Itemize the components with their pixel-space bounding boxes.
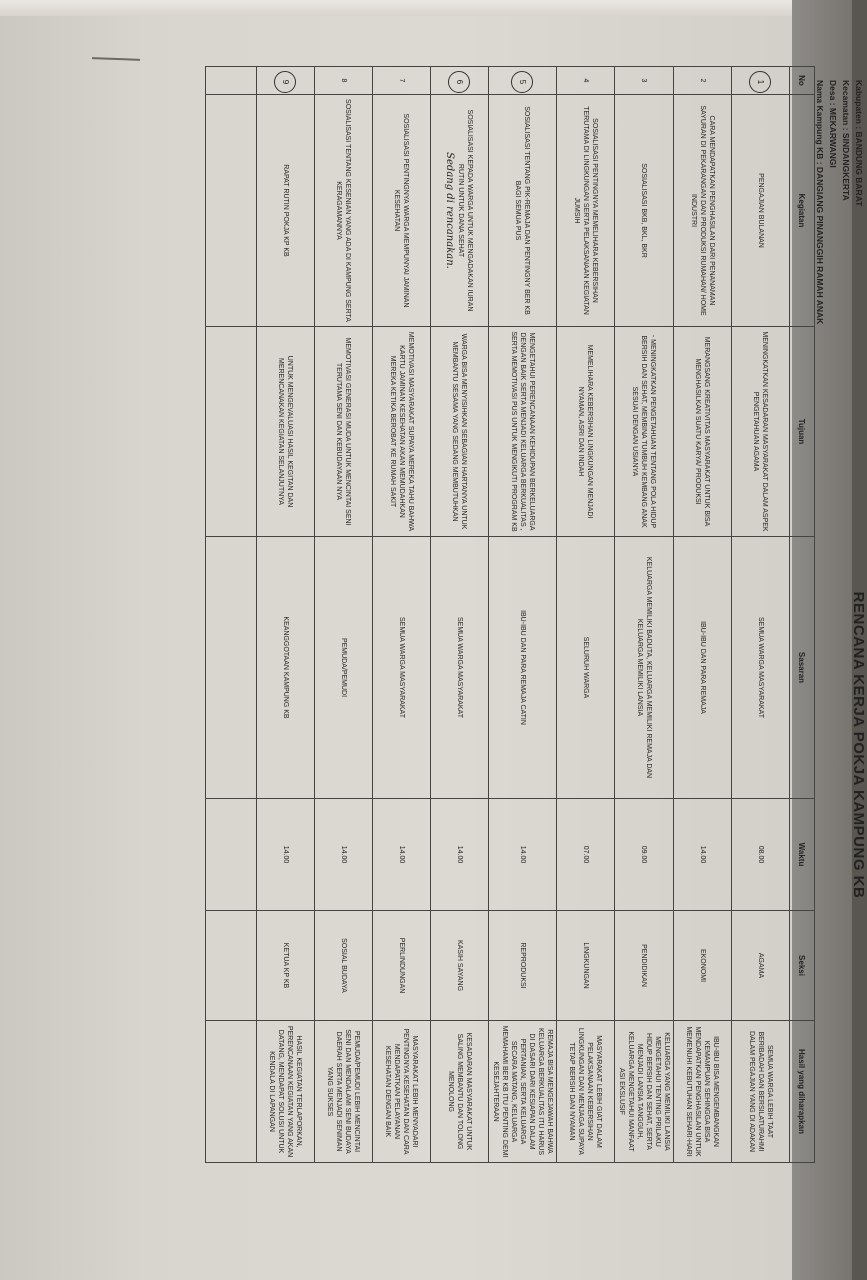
cell-sasaran: KEANGGOTAAN KAMPUNG KB	[257, 537, 315, 799]
document-body	[125, 75, 867, 1170]
cell-waktu: 14.00	[674, 799, 732, 911]
table-row	[674, 67, 732, 1163]
cell-hasil: KESADARAN MASYARAKAT UNTUK SALING MEMBANTU DAN TOLONG MENOLONG	[431, 1021, 489, 1163]
cell-tujuan: MEMOTIVASI MASYARAKAT SUPAYA MEREKA TAHU BAHWA KARTU JAMINAN KESEHATAN AKAN MEMUDAHKAN MEREKA KETIKA BEROBAT KE RUMAH SAKIT	[373, 327, 431, 537]
meta-kecamatan: Kecamatan : SINDANGKERTA	[841, 80, 851, 201]
header-waktu: Waktu	[790, 799, 815, 911]
cell-waktu: 14.00	[489, 799, 557, 911]
table-row-empty	[206, 67, 257, 1163]
table-row	[373, 67, 431, 1163]
cell-seksi: PENDIDIKAN	[615, 911, 674, 1021]
cell-no: 3	[615, 67, 674, 95]
cell-seksi: EKONOMI	[674, 911, 732, 1021]
handwritten-note: Sedang di rencanakan.	[444, 152, 455, 269]
cell-hasil: MASYARAKAT LEBIH GIAT DALAM PELAKSANAAN KEBERSIHAN LINGKUNGAN DAN MENJAGA SUPAYA TETAP BERSIH DAN NYAMAN	[557, 1021, 615, 1163]
cell-kegiatan: CARA MENDAPATKAN PENGHASILAN DARI PENANAMAN SAYURAN DI PEKARANGAN DAN PRODUKSI RUMAHAN/ HOME INDUSTRI	[674, 95, 732, 327]
cell-sasaran: IBU-IBU DAN PARA REMAJA	[674, 537, 732, 799]
cell-tujuan: MENGETAHUI PERENCANAAN KEHIDUPAN BERKELUARGA DENGAN BAIK SERTA MENJADI KELUARGA BERKUALITAS , SERTA MEMOTIVASI PUS UNTUK MENGIKUTI PROGRAM KB	[489, 327, 557, 537]
cell-no: 7	[373, 67, 431, 95]
cell-seksi: KETUA KP KB	[257, 911, 315, 1021]
document-title: RENCANA KERJA POKJA KAMPUNG KB	[850, 591, 867, 899]
cell-tujuan: MENINGKATKAN KESADARAN MASYARAKAT DALAM ASPEK PENGETAHUAN AGAMA	[732, 327, 790, 537]
cell-hasil: PEMUDA/PEMUDI LEBIH MENCINTAI SENI DAN MENDALAMI SENI BUDAYA DAERAH SERTA MENJADI SENIMAN YANG SUKSES	[315, 1021, 373, 1163]
cell-hasil: HASIL KEGIATAN TERLAPORKAN, PERENCANAAN KEGIATAN YANG AKAN DATANG, MENDAPAT SOLUSI UNTUK KENDALA DI LAPANGAN	[257, 1021, 315, 1163]
cell-seksi: REPRODUKSI	[489, 911, 557, 1021]
cell-seksi: AGAMA	[732, 911, 790, 1021]
cell-hasil: MASYARAKAT LEBIH MENYADARI PENTINGNYA KESEHATAN DAN CARA MENDAPATKAN PELAYANAN KESEHATAN DENGAN BAIK	[373, 1021, 431, 1163]
cell-waktu: 08.00	[732, 799, 790, 911]
cell-waktu: 14.00	[431, 799, 489, 911]
cell-kegiatan: SOSIALISASI PENTINGNYA MEMELIHARA KEBERSIHAN TERUTAMA DI LINGKUNGAN SERTA PELAKSANAAN KEGIATAN JUMSIH	[557, 95, 615, 327]
table-row	[557, 67, 615, 1163]
cell-tujuan: WARGA BISA MENYISIHKAN SEBAGIAN HARTANYA UNTUK MEMBANTU SESAMA YANG SEDANG MEMBUTUHKAN	[431, 327, 489, 537]
cell-no: 4	[557, 67, 615, 95]
row-number-circled: 6	[449, 71, 471, 93]
meta-kabupaten: Kabupaten : BANDUNG BARAT	[854, 80, 864, 207]
cell-kegiatan: PENGAJIAN BULANAN	[732, 95, 790, 327]
cell-seksi: KASIH SAYANG	[431, 911, 489, 1021]
paper-top-edge	[0, 0, 818, 16]
cell-seksi: PERLINDUNGAN	[373, 911, 431, 1021]
table-row	[615, 67, 674, 1163]
table-header-row	[790, 67, 815, 1163]
cell-sasaran: SEMUA WARGA MASYARAKAT	[732, 537, 790, 799]
meta-desa: Desa : MEKARWANGI	[828, 80, 838, 168]
cell-tujuan: UNTUK MENGEVALUASI HASIL KEGITAN DAN MERENCANAKAN KEGIATAN SELANJUTNYA	[257, 327, 315, 537]
meta-kampung: Nama Kampung KB : DANGIANG PINANGGIH RAMAH ANAK	[815, 80, 825, 325]
table-row	[732, 67, 790, 1163]
header-tujuan: Tujuan	[790, 327, 815, 537]
cell-hasil: KELUARGA YANG MEMILIKI LANSIA MENGETAHUI TENTING PRILAKU HIDUP BERSIH DAN SEHAT, SERTA MENJADI LANSIA TANGGUH, KELUARGA MENGETAHUI MANFAAT ASI EKSLUSIF	[615, 1021, 674, 1163]
header-kegiatan: Kegiatan	[790, 95, 815, 327]
cell-kegiatan: SOSIALISASI KEPADA WARGA UNTUK MENGADAKAN IURAN RUTIN UNTUK DANA SEHAT	[457, 109, 473, 312]
cell-no: 2	[674, 67, 732, 95]
table-row	[489, 67, 557, 1163]
table-row	[431, 67, 489, 1163]
cell-waktu: 14.00	[257, 799, 315, 911]
header-sasaran: Sasaran	[790, 537, 815, 799]
cell-kegiatan: SOSIALISASI BKB, BKL, BKR	[615, 95, 674, 327]
cell-sasaran: PEMUDA/PEMUDI	[315, 537, 373, 799]
cell-waktu: 09.00	[615, 799, 674, 911]
cell-sasaran: SELURUH WARGA	[557, 537, 615, 799]
cell-hasil: REMAJA BISA MENGEJAWAH BAHWA KELUARGA BERKUALITAS ITU HARUS DI DASARI DARI KESIAPAN DALAM PERTANIAN, SERTA KELUARGA SECARA MATANG, KELUARGA MEMAHAMI BER KB ITU PENTING DEMI KESEJAHTERAAN	[489, 1021, 557, 1163]
rotated-document	[125, 75, 867, 1170]
cell-waktu: 07.00	[557, 799, 615, 911]
cell-hasil: IBU-IBU BISA MENGEMBANGKAN KEMAMPUAN SEHINGGA BISA MENDAPATKAN PENGHASILAN UNTUK MEMENUHI KEBUTUHAN SEHARI-HARI	[674, 1021, 732, 1163]
cell-kegiatan: SOSIALISASI TENTANG PIK-REMAJA DAN PENTINGNY BER KB BAGI SEMUA PUS	[489, 95, 557, 327]
cell-kegiatan: SOSIALISASI PENTINGNYA WARGA MEMPUNYAI JAMINAN KESEHATAN	[373, 95, 431, 327]
cell-sasaran: SEMUA WARGA MASYARAKAT	[431, 537, 489, 799]
cell-kegiatan: SOSIALISASI TENTANG KESENIAN YANG ADA DI KAMPUNG SERTA KERAGAMANNYA	[315, 95, 373, 327]
cell-seksi: LINGKUNGAN	[557, 911, 615, 1021]
cell-waktu: 14.00	[373, 799, 431, 911]
cell-sasaran: IBU-IBU DAN PARA REMAJA CATIN	[489, 537, 557, 799]
row-number-circled: 9	[275, 71, 297, 93]
cell-sasaran: SEMUA WARGA MASYARAKAT	[373, 537, 431, 799]
header-seksi: Seksi	[790, 911, 815, 1021]
cell-seksi: SOSIAL BUDAYA	[315, 911, 373, 1021]
row-number-circled: 5	[512, 71, 534, 93]
document-meta	[813, 80, 865, 324]
cell-waktu: 14.00	[315, 799, 373, 911]
cell-tujuan: MEMOTIVASI GENERASI MUDA UNTUK MENCINTAI SENI TERUTAMA SENI DAN KEBUDAYAAN NYA	[315, 327, 373, 537]
cell-tujuan: MEMELIHARA KEBERSIHAN LINGKUNGAN MENJADI NYAMAN, ASRI DAN INDAH	[557, 327, 615, 537]
cell-sasaran: KELUARGA MEMILIKI BADUTA, KELUARGA MEMILIKI REMAJA DAN KELUARGA MEMILIKI LANSIA	[615, 537, 674, 799]
table-row	[315, 67, 373, 1163]
table-row	[257, 67, 315, 1163]
cell-tujuan: - MENINGKATKAN PENGETAHUAN TENTANG POLA HIDUP BERSIH DAN SEHAT, MEMBINA TUMBUH KEMBANG ANAK SESUAI DENGAN USIANYA	[615, 327, 674, 537]
header-hasil: Hasil yang diharapkan	[790, 1021, 815, 1163]
cell-hasil: SEMUA WARGA LEBIH TAAT BERIBADAH DAN BERSILATURAHMI DALAM PEGAJIAN YANG DI ADAKAN	[732, 1021, 790, 1163]
work-plan-table	[205, 66, 815, 1163]
header-no: No	[790, 67, 815, 95]
cell-no: 8	[315, 67, 373, 95]
cell-kegiatan: RAPAT RUTIN POKJA KP KB	[257, 95, 315, 327]
row-number-circled: 1	[750, 71, 772, 93]
cell-tujuan: MERANGSANG KREATIVITAS MASYARAKAT UNTUK BISA MENGHASILKAN SUATU KARYA/ PRODUKSI	[674, 327, 732, 537]
